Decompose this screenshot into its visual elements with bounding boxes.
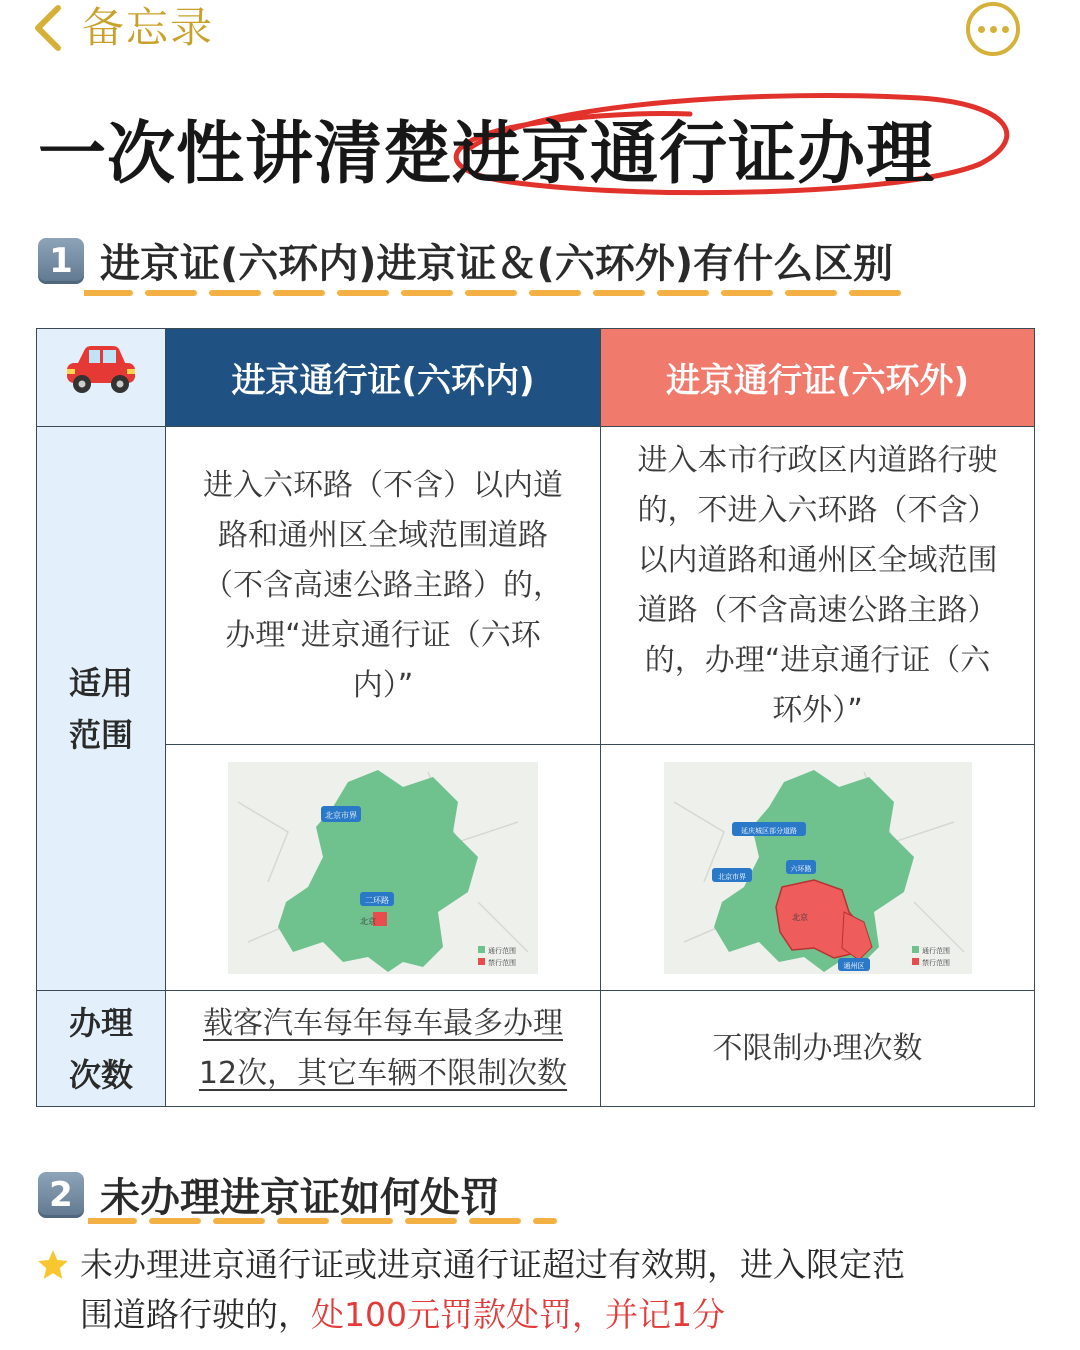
section-1-heading xyxy=(38,232,893,289)
count-inner-text: 载客汽车每年每车最多办理 12次，其它车辆不限制次数 xyxy=(166,991,601,1107)
car-cell xyxy=(37,329,166,427)
car-icon xyxy=(63,343,139,397)
column-header-outer: 进京通行证(六环外) xyxy=(601,329,1035,427)
map-inner-ring-label: 二环路 xyxy=(365,895,389,905)
penalty-line-2: 围道路行驶的， xyxy=(80,1295,311,1334)
map-outer-boundary-label: 北京市界 xyxy=(717,872,746,881)
scope-outer-text: 进入本市行政区内道路行驶 的，不进入六环路（不含） 以内道路和通州区全域范围 道路（不含高速公路主路） 的，办理“进京通行证（六 环外）” xyxy=(601,427,1035,745)
nav-bar xyxy=(0,0,1080,60)
page-title: 一次性讲清楚进京通行证办理 xyxy=(38,115,936,194)
map-outer-ring-label: 六环路 xyxy=(790,864,811,873)
scope-inner-text: 进入六环路（不含）以内道 路和通州区全域范围道路 （不含高速公路主路）的， 办理“进京通行证（六环 内）” xyxy=(166,427,601,745)
map-outer-tongzhou-label: 通州区 xyxy=(843,961,864,970)
penalty-note xyxy=(36,1240,1036,1340)
section-2-heading xyxy=(38,1166,500,1223)
count-outer-text: 不限制办理次数 xyxy=(601,991,1035,1107)
section-1-title: 进京证(六环内)进京证＆(六环外)有什么区别 xyxy=(100,241,894,287)
section-1-underline xyxy=(84,288,914,296)
map-outer-yanqing-label: 延庆城区部分道路 xyxy=(740,826,797,835)
map-inner-cell xyxy=(166,745,601,991)
map-outer-city-label: 北京 xyxy=(791,912,808,922)
section-2-number: 2 xyxy=(38,1172,84,1218)
more-icon xyxy=(978,26,985,33)
penalty-line-1: 未办理进京通行证或进京通行证超过有效期，进入限定范 xyxy=(80,1245,905,1284)
comparison-table xyxy=(36,328,1035,1107)
star-icon xyxy=(36,1248,70,1282)
penalty-amount: 处100元罚款处罚，并记1分 xyxy=(311,1295,725,1334)
back-button[interactable] xyxy=(28,2,214,54)
map-inner-city-label: 北京 xyxy=(360,916,376,926)
row-label-scope: 适用 范围 xyxy=(37,427,166,991)
back-label: 备忘录 xyxy=(82,3,215,52)
map-outer-cell xyxy=(601,745,1035,991)
chevron-left-icon xyxy=(28,2,72,54)
section-2-title: 未办理进京证如何处罚 xyxy=(100,1175,500,1221)
map-outer xyxy=(664,762,972,974)
row-label-count: 办理 次数 xyxy=(37,991,166,1107)
map-inner-boundary-label: 北京市界 xyxy=(325,810,357,820)
map-outer-legend-ban: 禁行范围 xyxy=(921,958,950,967)
map-inner-legend-pass: 通行范围 xyxy=(488,946,516,955)
map-inner xyxy=(228,762,538,974)
section-1-number: 1 xyxy=(38,238,84,284)
map-outer-legend-pass: 通行范围 xyxy=(921,946,950,955)
section-2-underline xyxy=(88,1216,558,1224)
column-header-inner: 进京通行证(六环内) xyxy=(166,329,601,427)
map-inner-legend-ban: 禁行范围 xyxy=(488,958,516,967)
more-button[interactable] xyxy=(966,2,1020,56)
